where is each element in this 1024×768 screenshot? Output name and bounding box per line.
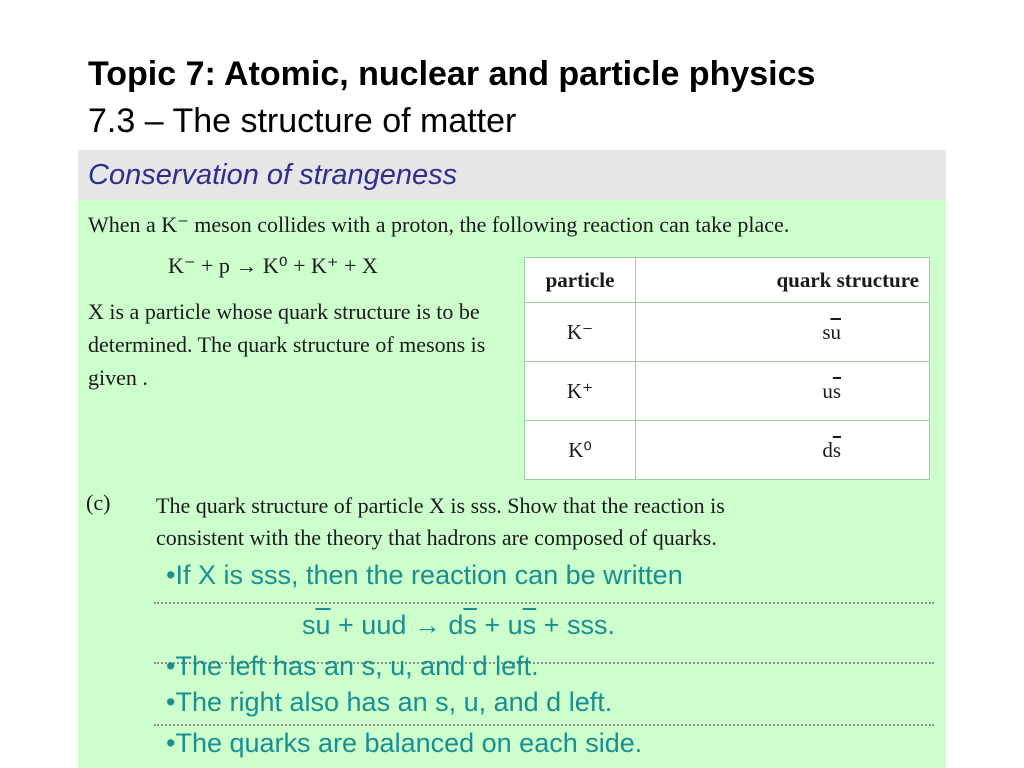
- answer-text: The quarks are balanced on each side.: [175, 728, 643, 758]
- answer-line-1: [166, 560, 683, 591]
- table-header-row: [525, 258, 930, 303]
- particle-cell: K⁺: [525, 362, 636, 421]
- question-label: (c): [86, 490, 111, 515]
- answer-text: If X is sss, then the reaction can be written: [175, 560, 683, 590]
- quark-structure-table: [524, 257, 930, 480]
- section-band: [78, 150, 946, 200]
- slide-subtitle: 7.3 – The structure of matter: [88, 102, 517, 140]
- answer-line-2: [166, 651, 539, 682]
- quark-1: d: [822, 437, 833, 462]
- bullet: •: [166, 687, 176, 717]
- answer-text: The right also has an s, u, and d left.: [175, 687, 613, 717]
- question-text: [156, 490, 725, 554]
- particle-cell: K⁰: [525, 421, 636, 480]
- bullet: •: [166, 651, 176, 681]
- question-line-1: The quark structure of particle X is sss. Show that the reaction is: [156, 493, 725, 518]
- bullet: •: [166, 728, 176, 758]
- reaction-equation: K⁻ + p → K⁰ + K⁺ + X: [168, 253, 378, 278]
- problem-intro: When a K⁻ meson collides with a proton, the following reaction can take place.: [88, 212, 790, 237]
- answer-equation: $s\overline{u}$ + uud → $d\overline{s} + u\overline{s}$ + sss.: [302, 610, 615, 640]
- dotted-rule: [154, 724, 934, 726]
- antiquark: $\overline{s}$: [832, 378, 841, 403]
- column-header-particle: particle: [525, 258, 636, 303]
- section-heading: Conservation of strangeness: [88, 159, 458, 191]
- dotted-rule: [154, 602, 934, 604]
- quark-cell: [636, 362, 930, 421]
- quark-1: s: [822, 319, 831, 344]
- question-line-2: consistent with the theory that hadrons are composed of quarks.: [156, 525, 717, 550]
- antiquark: $\overline{u}$: [830, 319, 841, 344]
- content-panel: [78, 200, 946, 768]
- slide-title: Topic 7: Atomic, nuclear and particle physics: [88, 55, 816, 93]
- problem-paragraph: X is a particle whose quark structure is to be determined. The quark structure of mesons is given .: [88, 299, 486, 390]
- particle-cell: K⁻: [525, 303, 636, 362]
- answer-text: The left has an s, u, and d left.: [175, 651, 539, 681]
- quark-cell: [636, 421, 930, 480]
- antiquark: $\overline{s}$: [832, 437, 841, 462]
- bullet: •: [166, 560, 176, 590]
- answer-line-3: [166, 687, 612, 718]
- quark-cell: [636, 303, 930, 362]
- answer-line-4: [166, 728, 642, 759]
- table-row: [525, 303, 930, 362]
- table-row: [525, 421, 930, 480]
- column-header-quark-structure: quark structure: [636, 258, 930, 303]
- table-row: [525, 362, 930, 421]
- quark-1: u: [822, 378, 833, 403]
